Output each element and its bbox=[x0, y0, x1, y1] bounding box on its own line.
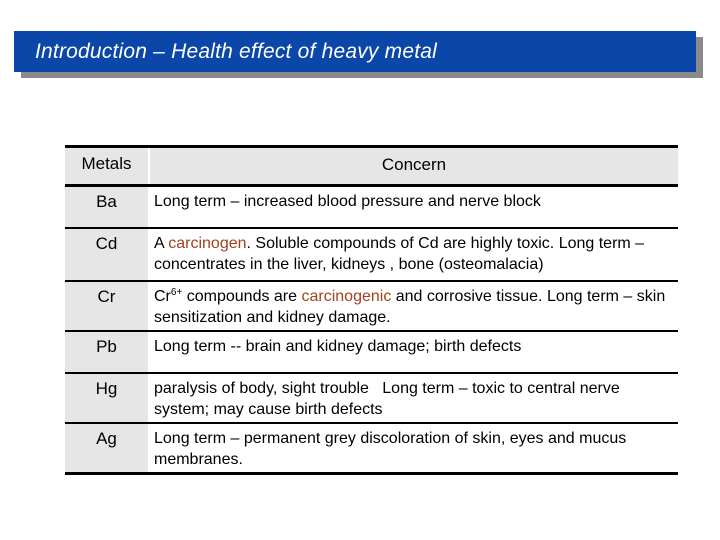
metal-cell: Pb bbox=[65, 332, 148, 372]
oxidation-state: 6+ bbox=[170, 287, 183, 298]
header-concern: Concern bbox=[150, 148, 678, 184]
page-title: Introduction – Health effect of heavy metal bbox=[35, 39, 437, 63]
concern-text: Cr bbox=[154, 288, 171, 305]
table-row bbox=[65, 187, 678, 229]
table-row bbox=[65, 424, 678, 475]
concern-cell: paralysis of body, sight trouble Long term – toxic to central nerve system; may cause birth defects bbox=[154, 380, 620, 418]
table-header-row bbox=[65, 145, 678, 187]
concern-cell: Long term – permanent grey discoloration of skin, eyes and mucus membranes. bbox=[154, 430, 627, 468]
table-row bbox=[65, 229, 678, 282]
metal-cell: Ba bbox=[65, 187, 148, 227]
concern-text: . Soluble compounds of Cd are highly toxic. Long term – concentrates in the liver, kidneys , bone (osteomalacia) bbox=[154, 235, 645, 273]
table-row bbox=[65, 374, 678, 424]
metal-cell: Cd bbox=[65, 229, 148, 280]
header-metals: Metals bbox=[65, 148, 148, 184]
concern-cell: Long term – increased blood pressure and nerve block bbox=[154, 193, 541, 210]
concern-text: A bbox=[154, 235, 169, 252]
concern-cell bbox=[148, 229, 678, 280]
title-bar bbox=[14, 31, 696, 72]
metal-cell: Ag bbox=[65, 424, 148, 472]
highlight-term: carcinogenic bbox=[301, 288, 392, 305]
metal-cell: Hg bbox=[65, 374, 148, 422]
concern-text: and corrosive tissue. Long term – skin sensitization and kidney damage. bbox=[154, 288, 666, 326]
concern-cell: Long term -- brain and kidney damage; birth defects bbox=[154, 338, 522, 355]
table-row bbox=[65, 332, 678, 374]
heavy-metal-table bbox=[65, 145, 678, 475]
table-row bbox=[65, 282, 678, 332]
highlight-term: carcinogen bbox=[168, 235, 247, 252]
metal-cell: Cr bbox=[65, 282, 148, 330]
concern-cell bbox=[148, 282, 678, 330]
concern-text: compounds are bbox=[182, 288, 302, 305]
